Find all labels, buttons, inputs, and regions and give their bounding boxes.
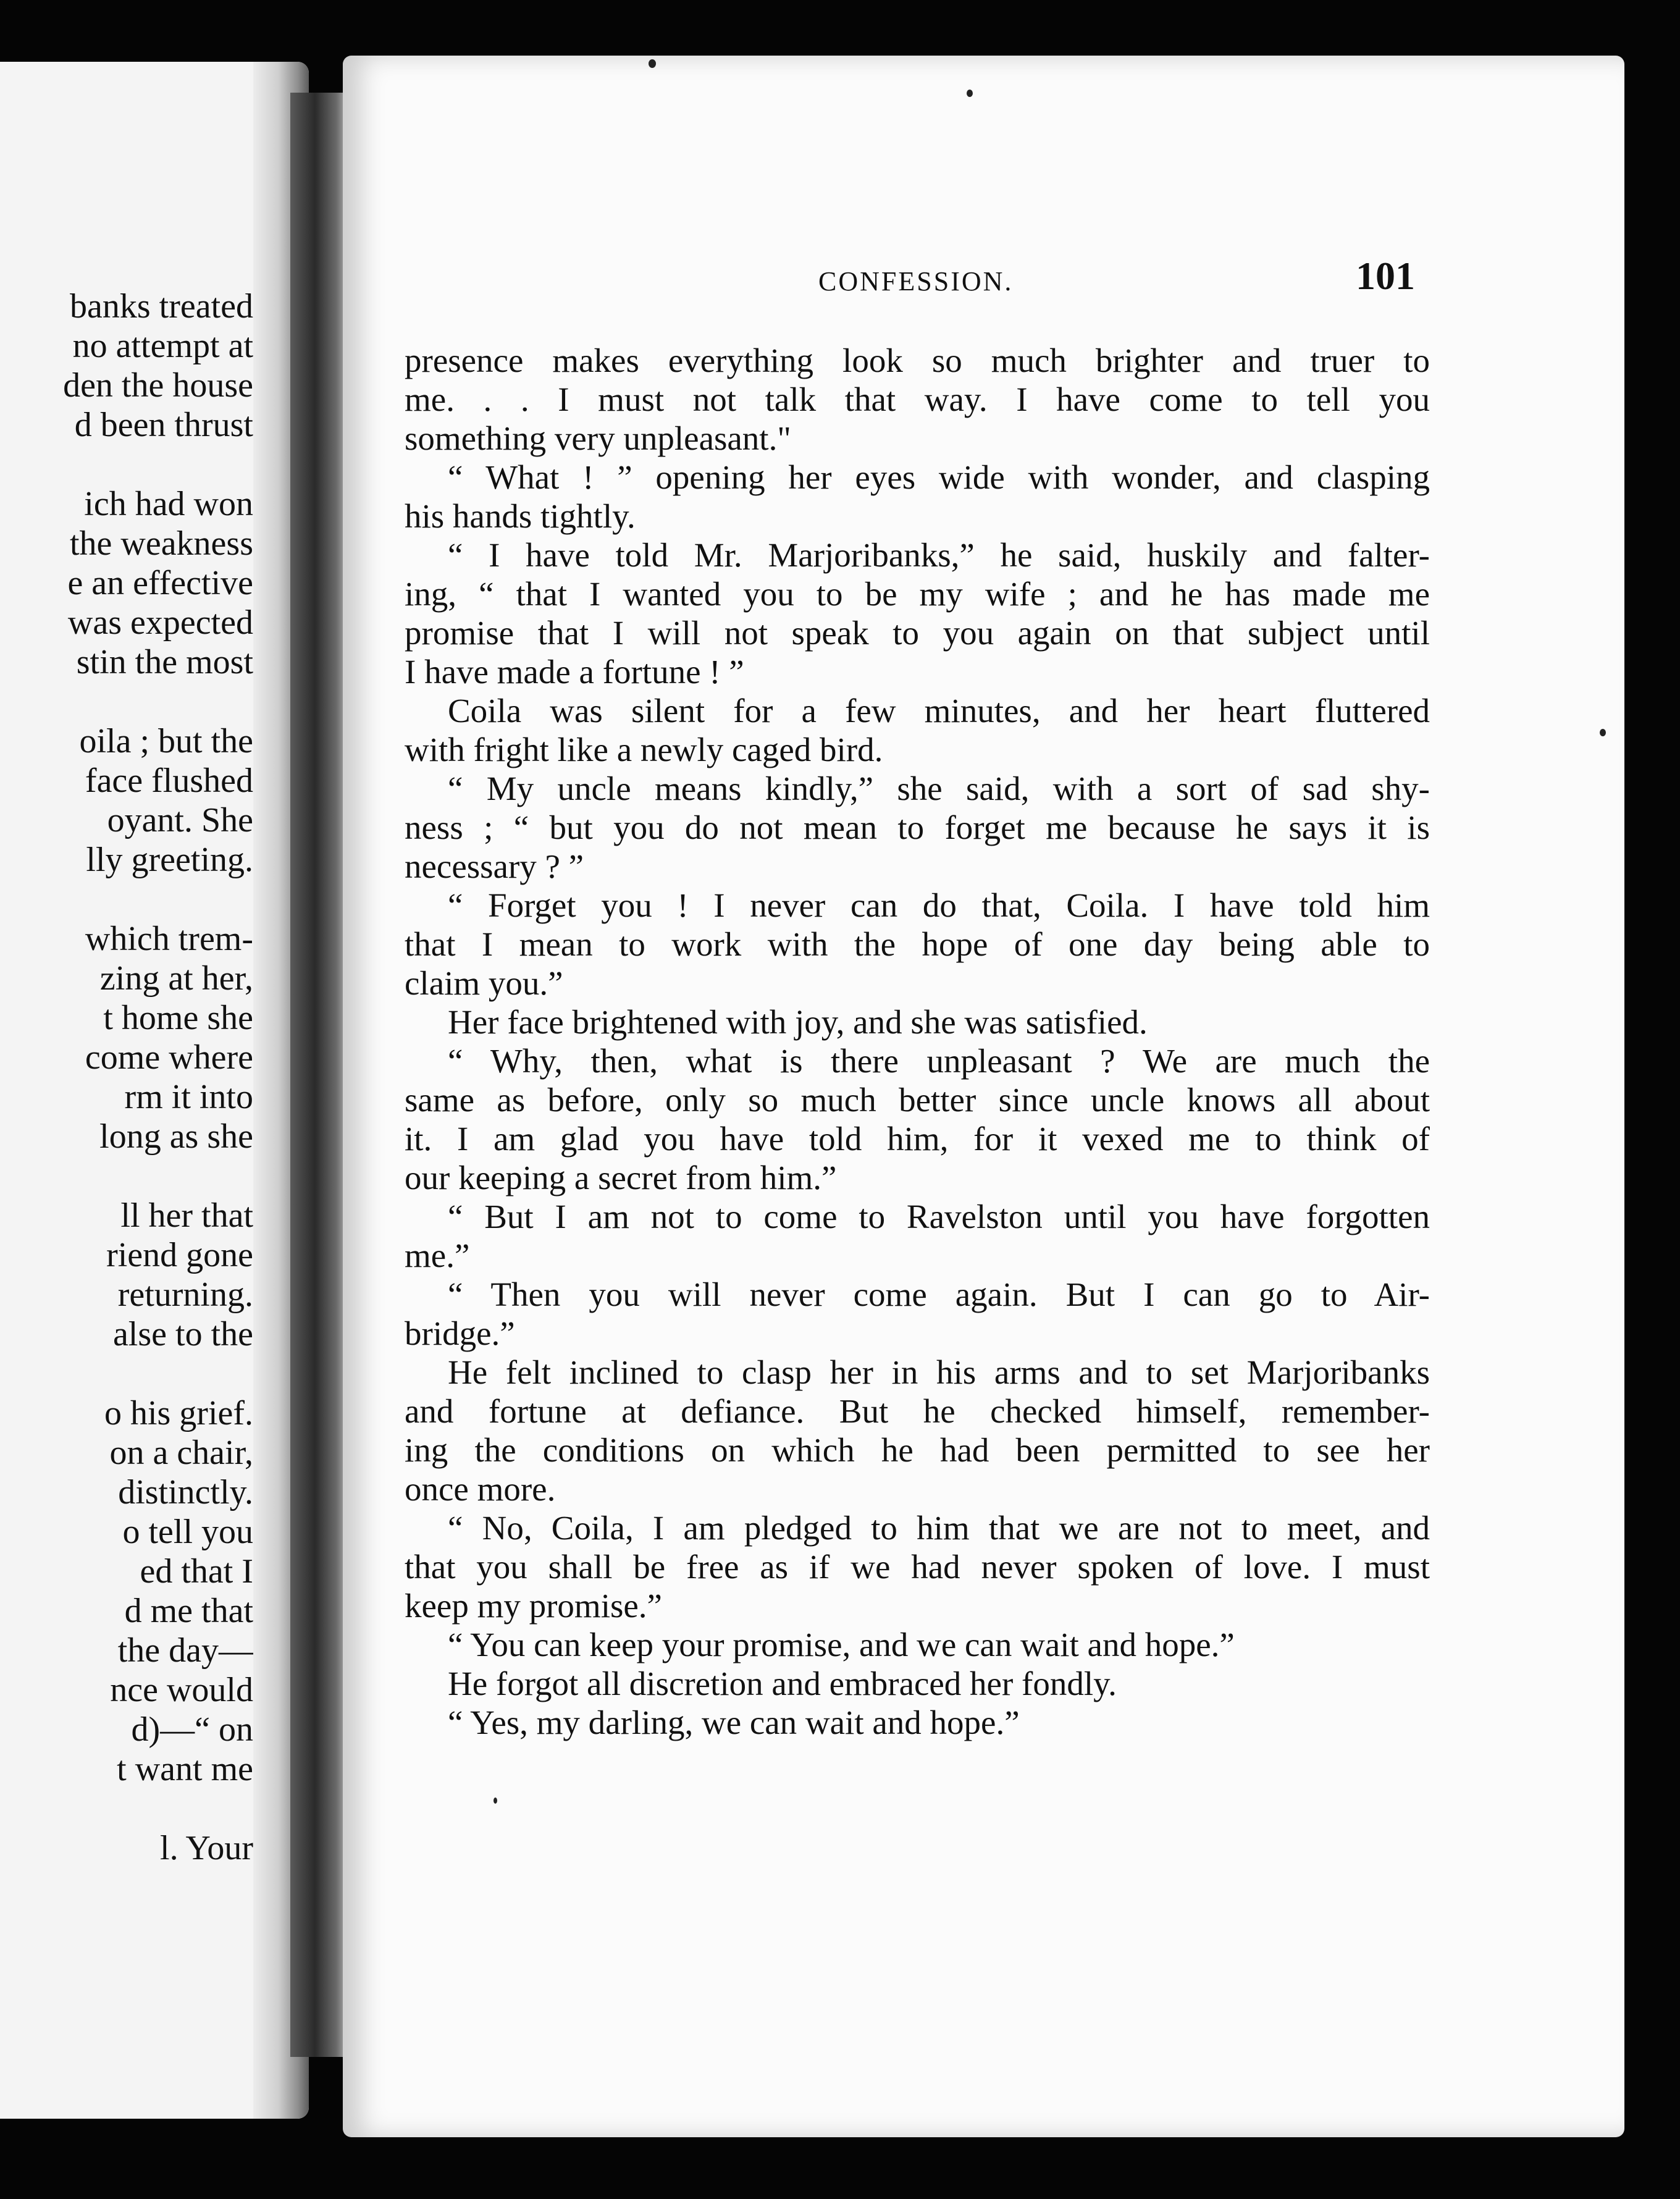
- text-line: same as before, only so much better since uncle knows all about: [405, 1081, 1430, 1119]
- left-text-line: d)—“ on: [131, 1710, 253, 1749]
- right-page: [343, 56, 1624, 2137]
- left-text-line: d me that: [124, 1592, 253, 1630]
- left-text-line: come where: [85, 1038, 253, 1077]
- text-line: ing the conditions on which he had been permitted to see her: [405, 1431, 1430, 1469]
- text-line: with fright like a newly caged bird.: [405, 731, 883, 768]
- ink-speck: [494, 1797, 497, 1804]
- left-text-line: alse to the: [112, 1315, 253, 1353]
- left-text-line: den the house: [63, 366, 253, 405]
- left-text-line: returning.: [117, 1276, 253, 1314]
- text-line: ing, “ that I wanted you to be my wife ; and he has made me: [405, 575, 1430, 613]
- text-line: “ What ! ” opening her eyes wide with wonder, and clasping: [448, 458, 1430, 496]
- left-text-line: nce would: [110, 1671, 253, 1709]
- text-line: “ Yes, my darling, we can wait and hope.”: [448, 1704, 1020, 1741]
- left-text-line: long as she: [99, 1117, 253, 1156]
- left-text-line: e an effective: [67, 564, 253, 602]
- text-line: Coila was silent for a few minutes, and her heart fluttered: [448, 692, 1430, 729]
- text-line: promise that I will not speak to you again on that subject until: [405, 614, 1430, 652]
- text-line: Her face brightened with joy, and she was satisfied.: [448, 1003, 1148, 1041]
- page-body-text: [405, 341, 1430, 1742]
- text-line: me.”: [405, 1237, 470, 1274]
- text-line: our keeping a secret from him.”: [405, 1159, 837, 1196]
- left-text-line: the day—: [117, 1631, 253, 1670]
- text-line: He forgot all discretion and embraced her fondly.: [448, 1665, 1117, 1702]
- text-line: it. I am glad you have told him, for it vexed me to think of: [405, 1120, 1430, 1158]
- text-line: “ But I am not to come to Ravelston until you have forgotten: [448, 1198, 1430, 1235]
- left-text-line: on a chair,: [109, 1434, 253, 1472]
- text-line: He felt inclined to clasp her in his arms and to set Marjoribanks: [448, 1353, 1430, 1391]
- left-text-line: l. Your: [160, 1829, 253, 1867]
- ink-speck: [649, 59, 656, 68]
- text-line: claim you.”: [405, 964, 563, 1002]
- left-text-line: stin the most: [76, 643, 253, 681]
- left-text-line: the weakness: [69, 524, 253, 563]
- text-line: “ My uncle means kindly,” she said, with a sort of sad shy-: [448, 770, 1430, 807]
- running-head: CONFESSION.: [818, 266, 1014, 296]
- left-text-line: rm it into: [124, 1078, 253, 1116]
- text-line: “ You can keep your promise, and we can wait and hope.”: [448, 1626, 1235, 1663]
- text-line: his hands tightly.: [405, 497, 636, 535]
- left-page: [0, 62, 309, 2119]
- ink-speck: [1600, 729, 1606, 736]
- text-line: “ Forget you ! I never can do that, Coila. I have told him: [448, 886, 1430, 924]
- left-text-line: banks treated: [70, 287, 253, 326]
- left-text-line: distinctly.: [118, 1473, 253, 1512]
- text-line: that you shall be free as if we had never spoken of love. I must: [405, 1548, 1430, 1586]
- text-line: ness ; “ but you do not mean to forget me because he says it is: [405, 809, 1430, 846]
- left-text-line: o tell you: [122, 1513, 253, 1551]
- text-line: keep my promise.”: [405, 1587, 662, 1625]
- left-text-line: t want me: [117, 1750, 253, 1788]
- text-line: “ No, Coila, I am pledged to him that we are not to meet, and: [448, 1509, 1430, 1547]
- text-line: once more.: [405, 1470, 556, 1508]
- text-line: that I mean to work with the hope of one day being able to: [405, 925, 1430, 963]
- left-text-line: which trem-: [85, 920, 253, 958]
- text-line: something very unpleasant.": [405, 419, 791, 457]
- text-line: bridge.”: [405, 1314, 515, 1352]
- left-text-line: ich had won: [84, 485, 253, 523]
- left-text-line: zing at her,: [99, 959, 253, 998]
- left-text-line: ed that I: [140, 1552, 253, 1591]
- text-line: presence makes everything look so much brighter and truer to: [405, 342, 1430, 379]
- text-line: “ I have told Mr. Marjoribanks,” he said, huskily and falter-: [448, 536, 1430, 574]
- text-line: “ Then you will never come again. But I can go to Air-: [448, 1276, 1430, 1313]
- left-text-line: riend gone: [106, 1236, 253, 1274]
- text-line: I have made a fortune ! ”: [405, 653, 744, 691]
- left-text-line: oyant. She: [107, 801, 253, 839]
- left-text-line: lly greeting.: [86, 841, 253, 879]
- left-text-line: o his grief.: [104, 1394, 253, 1432]
- left-text-line: oila ; but the: [79, 722, 253, 760]
- left-text-line: no attempt at: [72, 327, 253, 365]
- left-page-text: [0, 287, 253, 1868]
- left-text-line: d been thrust: [74, 406, 253, 444]
- page-number: 101: [1356, 254, 1415, 298]
- text-line: and fortune at defiance. But he checked himself, remember-: [405, 1392, 1430, 1430]
- text-line: “ Why, then, what is there unpleasant ? We are much the: [448, 1042, 1430, 1080]
- left-text-line: face flushed: [85, 762, 253, 800]
- left-text-line: ll her that: [120, 1196, 253, 1235]
- ink-speck: [967, 90, 973, 97]
- left-text-line: was expected: [67, 603, 253, 642]
- left-text-line: t home she: [103, 999, 253, 1037]
- text-line: me. . . I must not talk that way. I have come to tell you: [405, 381, 1430, 418]
- text-line: necessary ? ”: [405, 847, 584, 885]
